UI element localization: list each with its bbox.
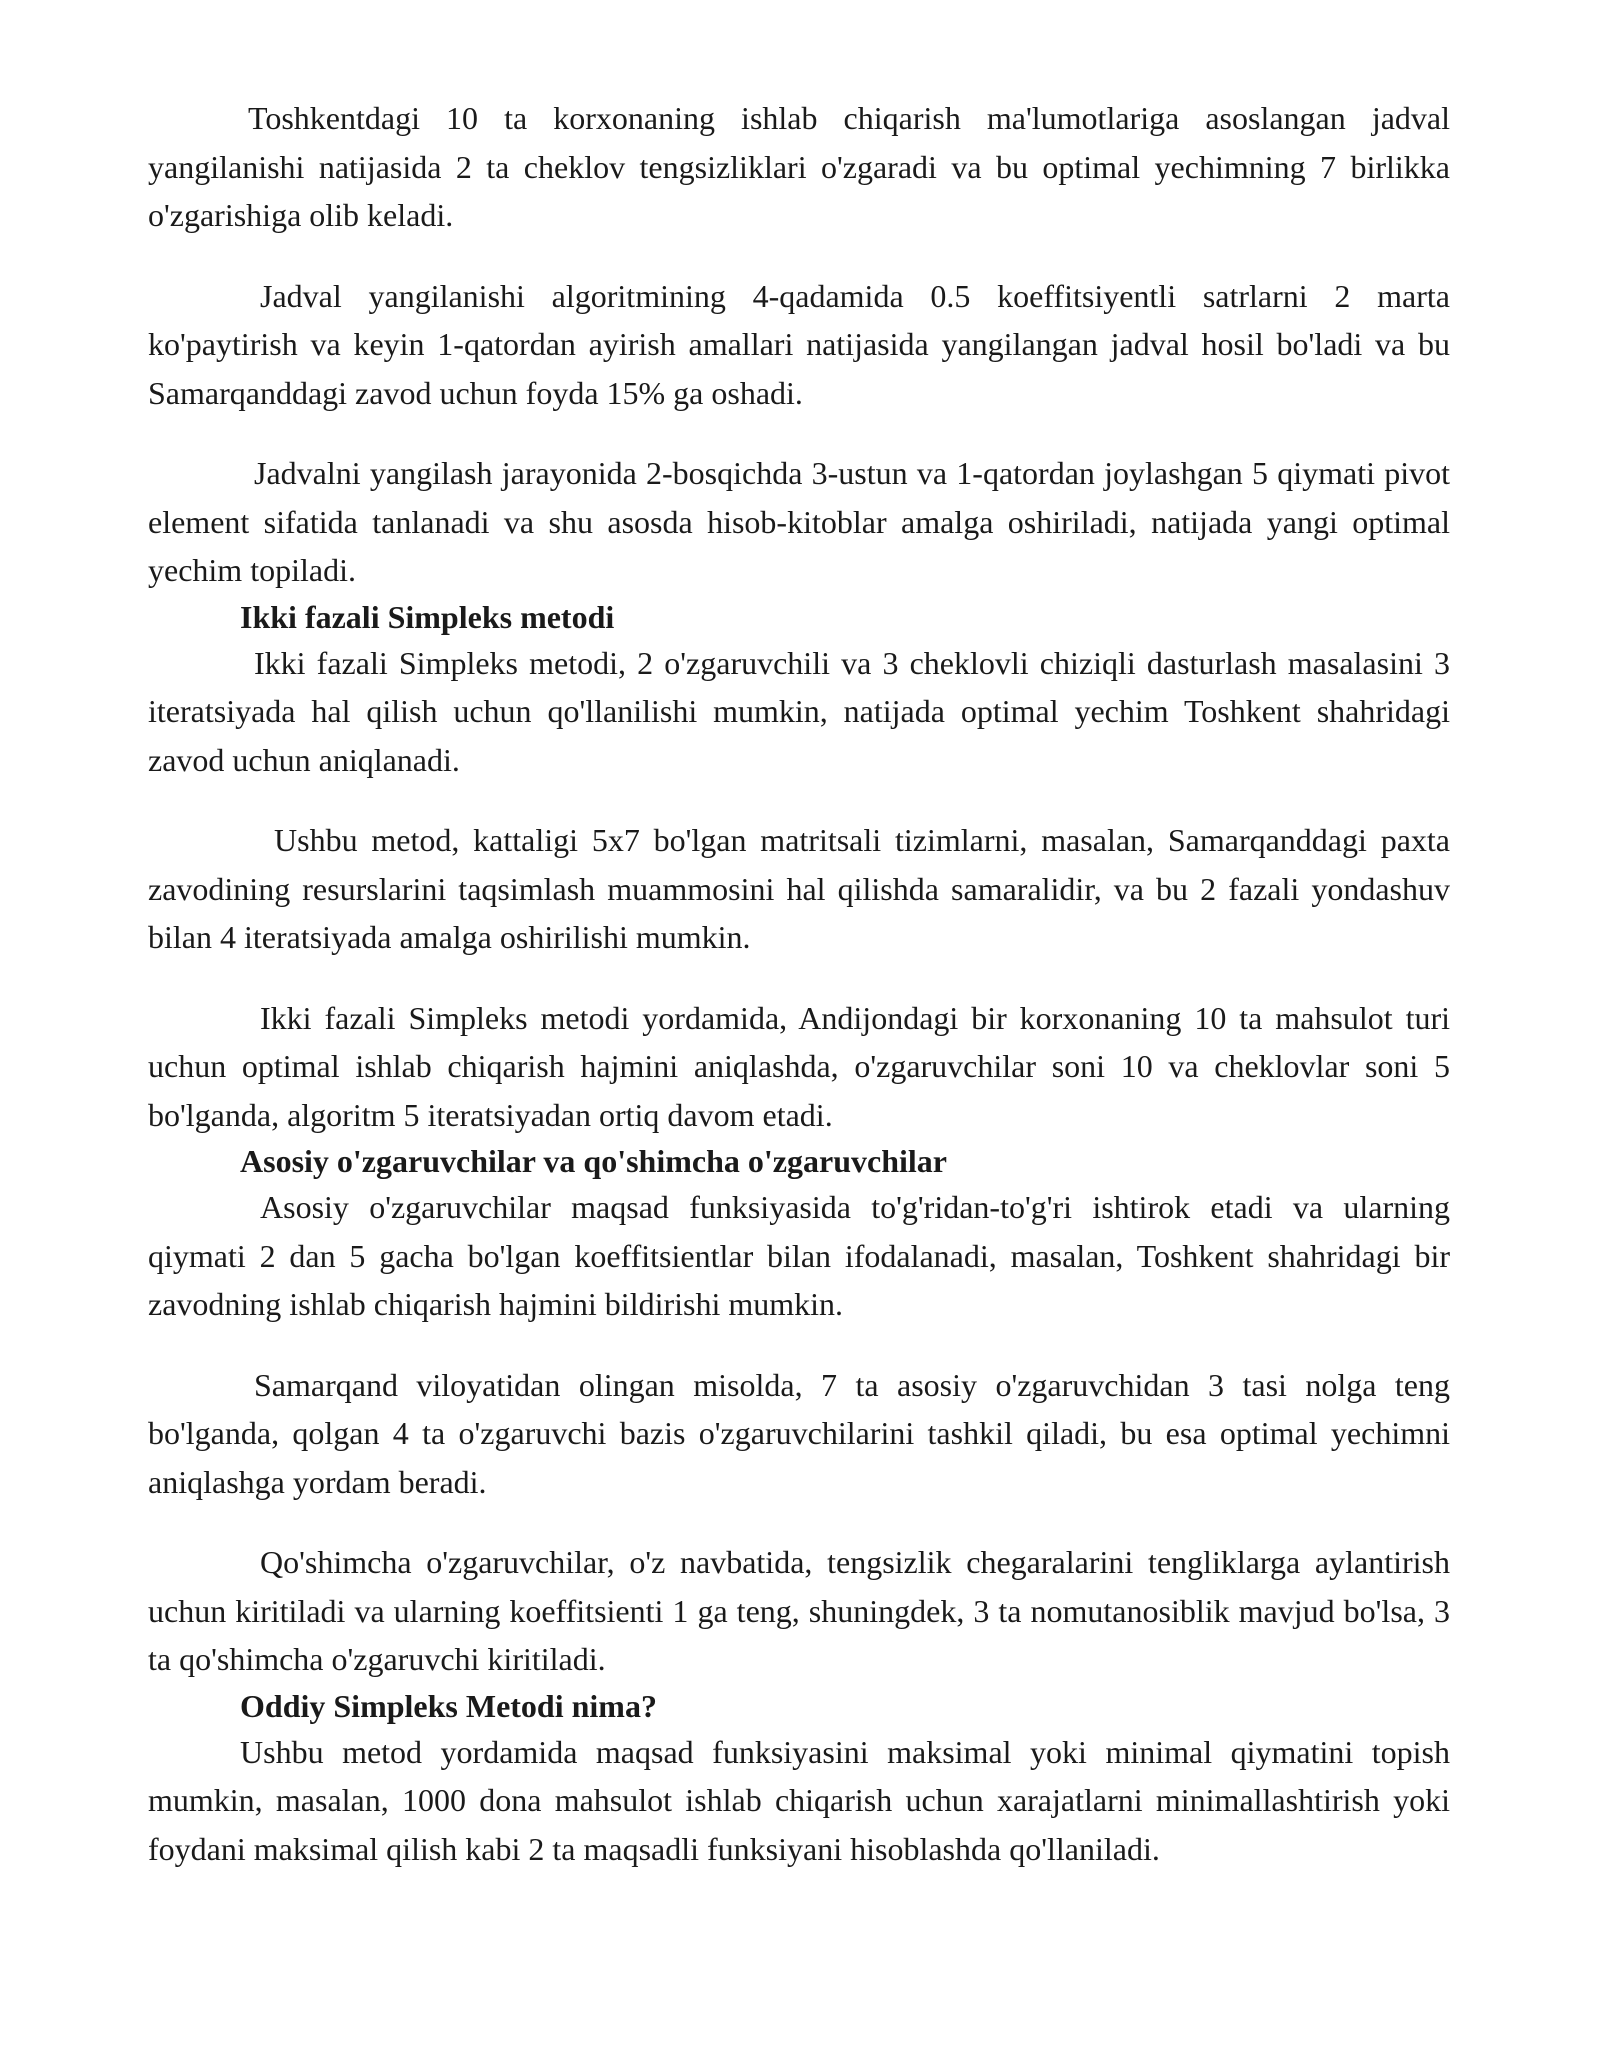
document-page	[148, 94, 1450, 1873]
paragraph-10: Ushbu metod yordamida maqsad funksiyasini maksimal yoki minimal qiymatini topish mumkin, masalan, 1000 dona mahsulot ishlab chiqarish uchun xarajatlarni minimallashtirish yoki foydani maksimal qilish kabi 2 ta maqsadli funksiyani hisoblashda qo'llaniladi.	[148, 1733, 1450, 1867]
paragraph-9: Qo'shimcha o'zgaruvchilar, o'z navbatida, tengsizlik chegaralarini tengliklarga aylantirish uchun kiritiladi va ularning koeffitsienti 1 ga teng, shuningdek, 3 ta nomutanosiblik mavjud bo'lsa, 3 ta qo'shimcha o'zgaruvchi kiritiladi.	[148, 1544, 1450, 1677]
paragraph-5: Ushbu metod, kattaligi 5x7 bo'lgan matritsali tizimlarni, masalan, Samarqanddagi paxta zavodining resurslarini taqsimlash muammosini hal qilishda samaralidir, va bu 2 fazali yondashuv bilan 4 iteratsiyada amalga oshirilishi mumkin.	[148, 822, 1450, 955]
paragraph-7: Asosiy o'zgaruvchilar maqsad funksiyasida to'g'ridan-to'g'ri ishtirok etadi va ularning qiymati 2 dan 5 gacha bo'lgan koeffitsientlar bilan ifodalanadi, masalan, Toshkent shahridagi bir zavodning ishlab chiqarish hajmini bildirishi mumkin.	[148, 1189, 1450, 1322]
paragraph-8: Samarqand viloyatidan olingan misolda, 7 ta asosiy o'zgaruvchidan 3 tasi nolga teng bo'lganda, qolgan 4 ta o'zgaruvchi bazis o'zgaruvchilarini tashkil qiladi, bu esa optimal yechimni aniqlashga yordam beradi.	[148, 1366, 1450, 1500]
section-heading-two-phase: Ikki fazali Simpleks metodi	[240, 598, 615, 635]
paragraph-3: Jadvalni yangilash jarayonida 2-bosqichda 3-ustun va 1-qatordan joylashgan 5 qiymati pivot element sifatida tanlanadi va shu asosda hisob-kitoblar amalga oshiriladi, natijada yangi optimal yechim topiladi.	[148, 455, 1450, 588]
section-heading-simple-simplex: Oddiy Simpleks Metodi nima?	[240, 1687, 657, 1724]
section-heading-variables: Asosiy o'zgaruvchilar va qo'shimcha o'zgaruvchilar	[240, 1143, 947, 1179]
paragraph-1: Toshkentdagi 10 ta korxonaning ishlab chiqarish ma'lumotlariga asoslangan jadval yangilanishi natijasida 2 ta cheklov tengsizliklari o'zgaradi va bu optimal yechimning 7 birlikka o'zgarishiga olib keladi.	[148, 100, 1450, 233]
paragraph-4: Ikki fazali Simpleks metodi, 2 o'zgaruvchili va 3 cheklovli chiziqli dasturlash masalasini 3 iteratsiyada hal qilish uchun qo'llanilishi mumkin, natijada optimal yechim Toshkent shahridagi zavod uchun aniqlanadi.	[148, 644, 1450, 778]
paragraph-2: Jadval yangilanishi algoritmining 4-qadamida 0.5 koeffitsiyentli satrlarni 2 marta ko'paytirish va keyin 1-qatordan ayirish amallari natijasida yangilangan jadval hosil bo'ladi va bu Samarqanddagi zavod uchun foyda 15% ga oshadi.	[148, 277, 1450, 411]
paragraph-6: Ikki fazali Simpleks metodi yordamida, Andijondagi bir korxonaning 10 ta mahsulot turi uchun optimal ishlab chiqarish hajmini aniqlashda, o'zgaruvchilar soni 10 va cheklovlar soni 5 bo'lganda, algoritm 5 iteratsiyadan ortiq davom etadi.	[148, 999, 1450, 1133]
